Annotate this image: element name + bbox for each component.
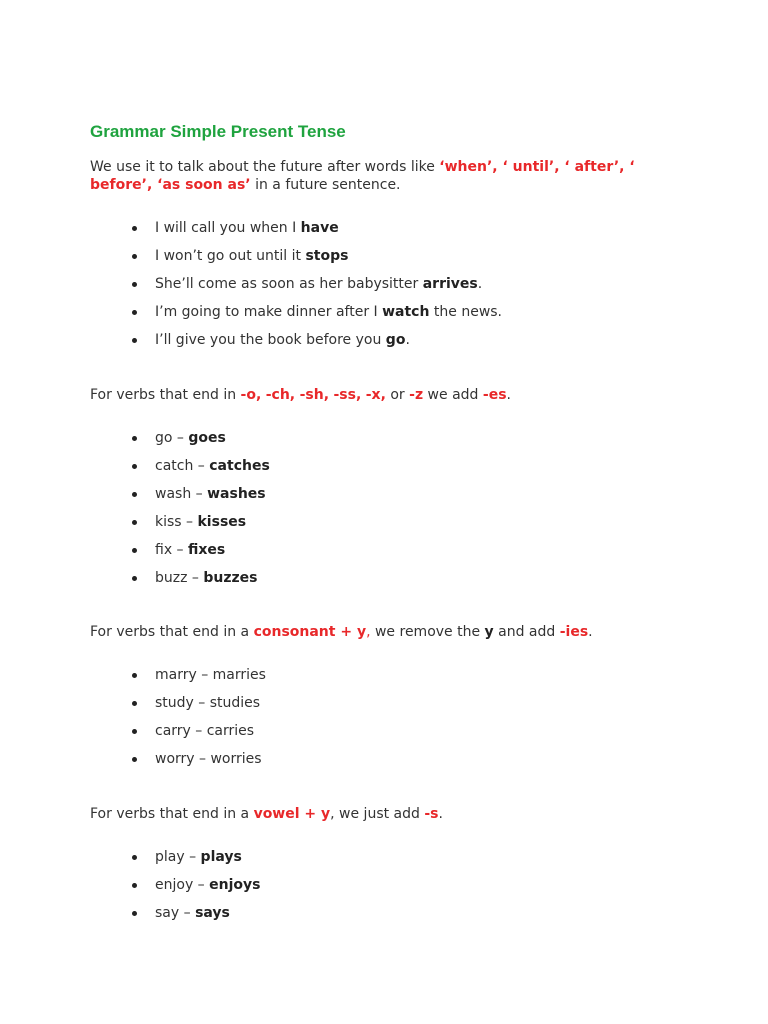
- suffix-es: -es: [482, 387, 507, 403]
- intro-paragraph: [90, 158, 635, 194]
- rule-text: we remove the: [370, 624, 485, 640]
- verb-base: play: [155, 849, 185, 865]
- dash: –: [184, 849, 201, 865]
- ending-ss: -ss,: [333, 387, 362, 403]
- es-examples-list: [128, 424, 270, 592]
- list-item: [128, 871, 260, 899]
- list-item: study – studies: [128, 689, 266, 717]
- example-text: I’m going to make dinner after I: [155, 304, 383, 320]
- intro-line2-keywords: before’, ‘as soon as’: [90, 177, 251, 193]
- future-examples-list: [128, 214, 502, 354]
- example-after: .: [477, 276, 483, 292]
- verb-base: fix: [155, 542, 173, 558]
- rule-text: and add: [493, 624, 560, 640]
- verb-form: enjoys: [209, 877, 261, 893]
- verb-base: say: [155, 905, 180, 921]
- list-item: [128, 899, 260, 927]
- consonant-y-keyword: consonant + y: [253, 624, 367, 640]
- dash: –: [187, 570, 204, 586]
- verb-base: wash: [155, 486, 192, 502]
- rule-text: .: [506, 387, 511, 403]
- ies-examples-list: [128, 661, 266, 773]
- intro-line1-keywords: ‘when’, ‘ until’, ‘ after’, ‘: [439, 159, 635, 175]
- suffix-s: -s: [424, 806, 439, 822]
- verb-base: enjoy: [155, 877, 194, 893]
- list-item: [128, 843, 260, 871]
- ending-ch: -ch,: [265, 387, 296, 403]
- example-text: She’ll come as soon as her babysitter: [155, 276, 423, 292]
- es-rule-paragraph: [90, 386, 511, 404]
- example-verb: go: [385, 332, 406, 348]
- s-examples-list: [128, 843, 260, 927]
- rule-text: or: [385, 387, 410, 403]
- list-item: [128, 242, 502, 270]
- list-item: [128, 214, 502, 242]
- list-item: [128, 480, 270, 508]
- dash: –: [179, 905, 196, 921]
- list-item: worry – worries: [128, 745, 266, 773]
- ending-o: -o,: [240, 387, 262, 403]
- list-item: [128, 536, 270, 564]
- ending-z: -z: [409, 387, 424, 403]
- list-item: [128, 452, 270, 480]
- list-item: [128, 298, 502, 326]
- dash: –: [181, 514, 198, 530]
- rule-text: For verbs that end in a: [90, 624, 254, 640]
- verb-base: catch: [155, 458, 194, 474]
- dash: –: [193, 458, 210, 474]
- verb-form: washes: [207, 486, 266, 502]
- example-verb: stops: [305, 248, 349, 264]
- verb-form: catches: [209, 458, 270, 474]
- rule-text: .: [438, 806, 443, 822]
- verb-base: buzz: [155, 570, 188, 586]
- verb-form: buzzes: [203, 570, 258, 586]
- dash: –: [193, 877, 210, 893]
- intro-line1-text: We use it to talk about the future after words like: [90, 159, 440, 175]
- list-item: [128, 270, 502, 298]
- example-text: I will call you when I: [155, 220, 301, 236]
- list-item: [128, 326, 502, 354]
- rule-text: we add: [423, 387, 483, 403]
- list-item: [128, 564, 270, 592]
- list-item: carry – carries: [128, 717, 266, 745]
- verb-form: says: [195, 905, 230, 921]
- list-item: [128, 424, 270, 452]
- example-after: the news.: [429, 304, 503, 320]
- example-text: I won’t go out until it: [155, 248, 306, 264]
- list-item: [128, 508, 270, 536]
- suffix-ies: -ies: [559, 624, 589, 640]
- rule-text: For verbs that end in a: [90, 806, 254, 822]
- example-after: .: [405, 332, 410, 348]
- verb-form: kisses: [197, 514, 247, 530]
- ies-rule-paragraph: [90, 623, 593, 641]
- verb-form: goes: [188, 430, 226, 446]
- rule-text: .: [588, 624, 593, 640]
- example-text: I’ll give you the book before you: [155, 332, 386, 348]
- list-item: marry – marries: [128, 661, 266, 689]
- rule-text: , we just add: [330, 806, 425, 822]
- rule-comma: ,: [366, 624, 371, 640]
- verb-base: kiss: [155, 514, 182, 530]
- example-verb: have: [300, 220, 339, 236]
- verb-form: plays: [200, 849, 242, 865]
- rule-text: For verbs that end in: [90, 387, 241, 403]
- page-title: Grammar Simple Present Tense: [90, 122, 346, 141]
- dash: –: [191, 486, 208, 502]
- intro-line2-text: in a future sentence.: [250, 177, 401, 193]
- dash: –: [172, 542, 189, 558]
- vowel-y-keyword: vowel + y: [253, 806, 331, 822]
- letter-y: y: [484, 624, 494, 640]
- ending-sh: -sh,: [299, 387, 330, 403]
- ending-x: -x,: [365, 387, 386, 403]
- dash: –: [172, 430, 189, 446]
- verb-base: go: [155, 430, 173, 446]
- example-verb: arrives: [422, 276, 478, 292]
- example-verb: watch: [382, 304, 430, 320]
- s-rule-paragraph: [90, 805, 443, 823]
- verb-form: fixes: [188, 542, 226, 558]
